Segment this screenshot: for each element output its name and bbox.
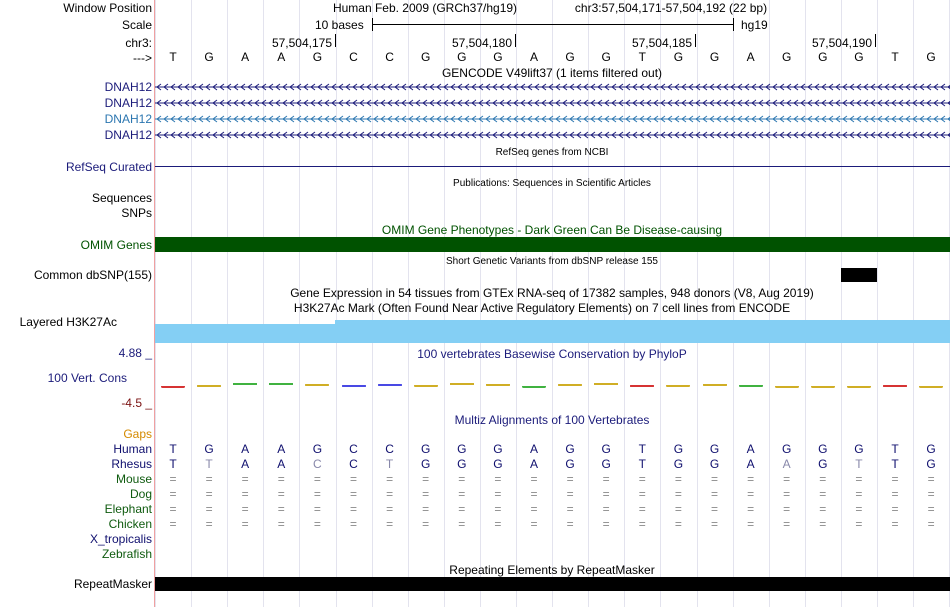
alignment-base-elephant: =: [349, 502, 357, 516]
label-scale: Scale: [121, 18, 152, 32]
dbsnp-variant-block[interactable]: [841, 268, 877, 282]
alignment-base-chicken: =: [602, 517, 610, 531]
sequence-base: G: [565, 50, 575, 64]
label-species-dog: Dog: [129, 487, 152, 501]
alignment-base-dog: =: [458, 487, 466, 501]
h3k27ac-signal[interactable]: [155, 324, 335, 343]
alignment-base-mouse: =: [566, 472, 574, 486]
alignment-base-elephant: =: [277, 502, 285, 516]
phylop-glyph: [233, 379, 257, 388]
alignment-base-chicken: =: [349, 517, 357, 531]
alignment-base-dog: =: [313, 487, 321, 501]
alignment-base-dog: =: [277, 487, 285, 501]
alignment-base-human: G: [493, 442, 503, 456]
alignment-base-human: C: [349, 442, 358, 456]
label-layered-h3k27ac[interactable]: Layered H3K27Ac: [19, 315, 117, 329]
position-tick-label: 57,504,175: [271, 36, 332, 50]
alignment-base-mouse: =: [205, 472, 213, 486]
alignment-base-rhesus: T: [855, 457, 863, 471]
publications-track-title: Publications: Sequences in Scientific Articles: [453, 178, 651, 189]
alignment-base-chicken: =: [205, 517, 213, 531]
phylop-glyph: [342, 384, 366, 388]
alignment-base-rhesus: T: [205, 457, 213, 471]
alignment-base-rhesus: G: [601, 457, 611, 471]
alignment-base-human: G: [204, 442, 214, 456]
multiz-alignment-rows[interactable]: [155, 442, 950, 532]
scale-text: 10 bases: [315, 18, 364, 32]
alignment-base-rhesus: T: [385, 457, 394, 471]
alignment-base-rhesus: G: [926, 457, 936, 471]
alignment-base-elephant: =: [313, 502, 321, 516]
phylop-glyph: [486, 381, 510, 388]
label-species-rhesus: Rhesus: [111, 457, 152, 471]
phylop-track-title: 100 vertebrates Basewise Conservation by PhyloP: [417, 347, 687, 361]
alignment-base-dog: =: [747, 487, 755, 501]
assembly-label: Human Feb. 2009 (GRCh37/hg19): [332, 1, 518, 15]
alignment-base-dog: =: [349, 487, 357, 501]
label-refseq-curated[interactable]: RefSeq Curated: [65, 160, 152, 174]
dbsnp-track-title: Short Genetic Variants from dbSNP release 155: [446, 256, 658, 267]
alignment-base-human: A: [529, 442, 538, 456]
omim-track-title: OMIM Gene Phenotypes - Dark Green Can Be Disease-causing: [381, 223, 723, 237]
phylop-glyph: [847, 385, 871, 388]
phylop-glyph: [378, 382, 402, 388]
alignment-base-human: G: [312, 442, 323, 456]
alignment-base-chicken: =: [855, 517, 863, 531]
phylop-glyph: [450, 380, 474, 388]
alignment-base-dog: =: [891, 487, 899, 501]
alignment-base-dog: =: [602, 487, 610, 501]
alignment-base-mouse: =: [458, 472, 466, 486]
refseq-track-title: RefSeq genes from NCBI: [495, 147, 609, 158]
label-chrom: chr3:: [125, 36, 152, 50]
position-tick-label: 57,504,190: [811, 36, 872, 50]
sequence-base: G: [312, 50, 323, 64]
label-species-chicken: Chicken: [108, 517, 152, 531]
label-gencode-1[interactable]: DNAH12: [104, 80, 152, 94]
sequence-base: G: [421, 50, 431, 64]
position-tick-label: 57,504,180: [451, 36, 512, 50]
alignment-base-chicken: =: [530, 517, 538, 531]
scale-bar: [372, 18, 734, 31]
alignment-base-human: C: [385, 442, 394, 456]
alignment-base-chicken: =: [783, 517, 791, 531]
sequence-base: G: [601, 50, 611, 64]
alignment-base-chicken: =: [638, 517, 646, 531]
alignment-base-dog: =: [386, 487, 394, 501]
alignment-base-chicken: =: [458, 517, 466, 531]
alignment-base-rhesus: G: [709, 457, 720, 471]
position-tick: [335, 34, 336, 47]
alignment-base-dog: =: [710, 487, 718, 501]
label-gencode-4[interactable]: DNAH12: [104, 128, 152, 142]
phylop-glyph: [594, 380, 618, 388]
sequence-base: G: [854, 50, 864, 64]
label-species-human: Human: [113, 442, 152, 456]
alignment-base-elephant: =: [169, 502, 177, 516]
alignment-base-elephant: =: [205, 502, 213, 516]
phylop-glyph: [811, 385, 835, 388]
alignment-base-human: G: [709, 442, 720, 456]
alignment-base-rhesus: A: [782, 457, 791, 471]
alignment-base-mouse: =: [349, 472, 357, 486]
alignment-base-chicken: =: [241, 517, 249, 531]
phylop-glyph: [883, 384, 907, 388]
alignment-base-dog: =: [205, 487, 213, 501]
alignment-base-mouse: =: [313, 472, 321, 486]
alignment-base-human: A: [241, 442, 250, 456]
alignment-base-chicken: =: [169, 517, 177, 531]
label-100-vert-cons[interactable]: 100 Vert. Cons: [47, 371, 127, 385]
alignment-base-dog: =: [169, 487, 177, 501]
phylop-glyph: [305, 382, 329, 388]
alignment-base-mouse: =: [819, 472, 827, 486]
gencode-transcript-2[interactable]: [155, 97, 950, 109]
label-cons-max: 4.88 _: [118, 346, 152, 360]
sequence-base: T: [169, 50, 177, 64]
alignment-base-rhesus: G: [673, 457, 684, 471]
omim-gene-bar[interactable]: [155, 237, 950, 252]
phylop-logo-area[interactable]: [155, 372, 950, 400]
sequence-base: A: [241, 50, 250, 64]
alignment-base-dog: =: [422, 487, 430, 501]
alignment-base-mouse: =: [638, 472, 646, 486]
position-tick: [515, 34, 516, 47]
track-labels-panel: [0, 0, 154, 607]
alignment-base-chicken: =: [674, 517, 682, 531]
phylop-glyph: [522, 385, 546, 388]
label-omim-genes[interactable]: OMIM Genes: [80, 238, 152, 252]
alignment-base-elephant: =: [566, 502, 574, 516]
alignment-base-elephant: =: [674, 502, 682, 516]
phylop-glyph: [161, 385, 185, 388]
alignment-base-dog: =: [674, 487, 682, 501]
phylop-glyph: [269, 380, 293, 388]
phylop-glyph: [630, 384, 654, 388]
alignment-base-chicken: =: [494, 517, 502, 531]
label-strand-arrow: --->: [133, 51, 152, 65]
alignment-base-rhesus: G: [493, 457, 503, 471]
alignment-base-rhesus: A: [529, 457, 538, 471]
scale-db: hg19: [741, 18, 768, 32]
alignment-base-human: T: [638, 442, 646, 456]
label-gencode-3[interactable]: DNAH12: [104, 112, 152, 126]
alignment-base-human: G: [818, 442, 828, 456]
label-gaps: Gaps: [123, 427, 152, 441]
position-tick: [875, 34, 876, 47]
alignment-base-elephant: =: [891, 502, 899, 516]
alignment-base-mouse: =: [927, 472, 935, 486]
alignment-base-human: G: [421, 442, 431, 456]
alignment-base-elephant: =: [494, 502, 502, 516]
label-species-x-tropicalis: X_tropicalis: [89, 532, 152, 546]
alignment-base-elephant: =: [747, 502, 755, 516]
alignment-base-chicken: =: [710, 517, 718, 531]
alignment-base-chicken: =: [422, 517, 430, 531]
sequence-base: G: [818, 50, 828, 64]
alignment-base-rhesus: T: [169, 457, 177, 471]
alignment-base-rhesus: A: [277, 457, 286, 471]
sequence-base: G: [926, 50, 936, 64]
sequence-base: G: [457, 50, 467, 64]
gencode-transcript-4[interactable]: [155, 129, 950, 141]
alignment-base-chicken: =: [927, 517, 935, 531]
alignment-base-dog: =: [566, 487, 574, 501]
alignment-base-chicken: =: [819, 517, 827, 531]
alignment-base-chicken: =: [277, 517, 285, 531]
alignment-base-human: A: [746, 442, 755, 456]
alignment-base-elephant: =: [530, 502, 538, 516]
phylop-glyph: [666, 383, 690, 388]
alignment-base-mouse: =: [422, 472, 430, 486]
alignment-base-elephant: =: [638, 502, 646, 516]
phylop-glyph: [739, 383, 763, 388]
sequence-base: A: [529, 50, 538, 64]
refseq-gene-line[interactable]: [155, 166, 950, 167]
h3k27ac-track-title: H3K27Ac Mark (Often Found Near Active Regulatory Elements) on 7 cell lines from ENCODE: [293, 301, 791, 315]
alignment-base-rhesus: C: [349, 457, 358, 471]
repeatmasker-track-title: Repeating Elements by RepeatMasker: [449, 563, 655, 577]
phylop-glyph: [558, 382, 582, 388]
alignment-base-rhesus: G: [565, 457, 575, 471]
alignment-base-human: G: [457, 442, 467, 456]
sequence-base: G: [204, 50, 214, 64]
alignment-base-mouse: =: [277, 472, 285, 486]
phylop-glyph: [775, 385, 799, 388]
alignment-base-chicken: =: [747, 517, 755, 531]
alignment-base-elephant: =: [927, 502, 935, 516]
phylop-glyph: [703, 381, 727, 388]
alignment-base-rhesus: T: [638, 457, 646, 471]
gtex-track-title: Gene Expression in 54 tissues from GTEx RNA-seq of 17382 samples, 948 donors (V8, Aug 2019): [290, 286, 814, 300]
alignment-base-mouse: =: [386, 472, 394, 486]
alignment-base-human: T: [169, 442, 177, 456]
alignment-base-rhesus: C: [313, 457, 322, 471]
browser-image[interactable]: [155, 0, 950, 607]
alignment-base-human: A: [277, 442, 286, 456]
alignment-base-rhesus: G: [421, 457, 431, 471]
label-cons-min: -4.5 _: [121, 396, 152, 410]
window-position-text: chr3:57,504,171-57,504,192 (22 bp): [574, 1, 768, 15]
position-tick: [695, 34, 696, 47]
multiz-track-title: Multiz Alignments of 100 Vertebrates: [454, 413, 650, 427]
repeatmasker-element[interactable]: [155, 577, 950, 591]
alignment-base-human: G: [601, 442, 611, 456]
alignment-base-chicken: =: [386, 517, 394, 531]
phylop-glyph: [919, 385, 943, 388]
alignment-base-mouse: =: [783, 472, 791, 486]
alignment-base-dog: =: [819, 487, 827, 501]
alignment-base-mouse: =: [530, 472, 538, 486]
sequence-base: C: [349, 50, 358, 64]
sequence-base: G: [673, 50, 684, 64]
alignment-base-chicken: =: [891, 517, 899, 531]
sequence-base: T: [891, 50, 899, 64]
gencode-track-title: GENCODE V49lift37 (1 items filtered out): [441, 66, 663, 80]
alignment-base-dog: =: [241, 487, 249, 501]
alignment-base-mouse: =: [855, 472, 863, 486]
alignment-base-rhesus: G: [818, 457, 828, 471]
alignment-base-mouse: =: [494, 472, 502, 486]
alignment-base-elephant: =: [819, 502, 827, 516]
alignment-base-mouse: =: [747, 472, 755, 486]
position-tick-label: 57,504,185: [631, 36, 692, 50]
alignment-base-mouse: =: [602, 472, 610, 486]
sequence-base: G: [709, 50, 720, 64]
alignment-base-elephant: =: [710, 502, 718, 516]
sequence-base: C: [385, 50, 394, 64]
alignment-base-rhesus: A: [241, 457, 250, 471]
sequence-base: A: [277, 50, 286, 64]
alignment-base-dog: =: [530, 487, 538, 501]
sequence-base: G: [782, 50, 792, 64]
alignment-base-elephant: =: [783, 502, 791, 516]
label-species-elephant: Elephant: [104, 502, 152, 516]
alignment-base-elephant: =: [241, 502, 249, 516]
alignment-base-dog: =: [494, 487, 502, 501]
gencode-transcript-1[interactable]: [155, 81, 950, 93]
alignment-base-elephant: =: [458, 502, 466, 516]
alignment-base-mouse: =: [891, 472, 899, 486]
alignment-base-mouse: =: [241, 472, 249, 486]
label-repeatmasker[interactable]: RepeatMasker: [73, 577, 152, 591]
label-common-dbsnp[interactable]: Common dbSNP(155): [33, 268, 152, 282]
alignment-base-elephant: =: [422, 502, 430, 516]
alignment-base-chicken: =: [313, 517, 321, 531]
alignment-base-elephant: =: [386, 502, 394, 516]
gencode-transcript-3[interactable]: [155, 113, 950, 125]
label-snps[interactable]: SNPs: [121, 206, 152, 220]
alignment-base-mouse: =: [710, 472, 718, 486]
alignment-base-rhesus: T: [891, 457, 899, 471]
alignment-base-rhesus: G: [457, 457, 467, 471]
alignment-base-elephant: =: [602, 502, 610, 516]
alignment-base-human: G: [673, 442, 684, 456]
label-sequences[interactable]: Sequences: [91, 191, 152, 205]
alignment-base-elephant: =: [855, 502, 863, 516]
phylop-glyph: [414, 383, 438, 388]
alignment-base-dog: =: [783, 487, 791, 501]
alignment-base-dog: =: [855, 487, 863, 501]
base-sequence-row: [155, 50, 950, 64]
alignment-base-human: T: [891, 442, 899, 456]
label-species-mouse: Mouse: [115, 472, 152, 486]
alignment-base-human: G: [565, 442, 575, 456]
alignment-base-human: G: [926, 442, 936, 456]
alignment-base-dog: =: [638, 487, 646, 501]
alignment-base-mouse: =: [169, 472, 177, 486]
alignment-base-human: G: [854, 442, 864, 456]
h3k27ac-signal[interactable]: [335, 320, 950, 343]
label-gencode-2[interactable]: DNAH12: [104, 96, 152, 110]
label-window-position: Window Position: [63, 1, 152, 15]
phylop-glyph: [197, 384, 221, 388]
sequence-base: T: [638, 50, 646, 64]
alignment-base-chicken: =: [566, 517, 574, 531]
alignment-base-dog: =: [927, 487, 935, 501]
alignment-base-mouse: =: [674, 472, 682, 486]
alignment-base-human: G: [782, 442, 792, 456]
sequence-base: G: [493, 50, 503, 64]
alignment-base-rhesus: A: [746, 457, 755, 471]
label-species-zebrafish: Zebrafish: [101, 547, 152, 561]
sequence-base: A: [746, 50, 755, 64]
